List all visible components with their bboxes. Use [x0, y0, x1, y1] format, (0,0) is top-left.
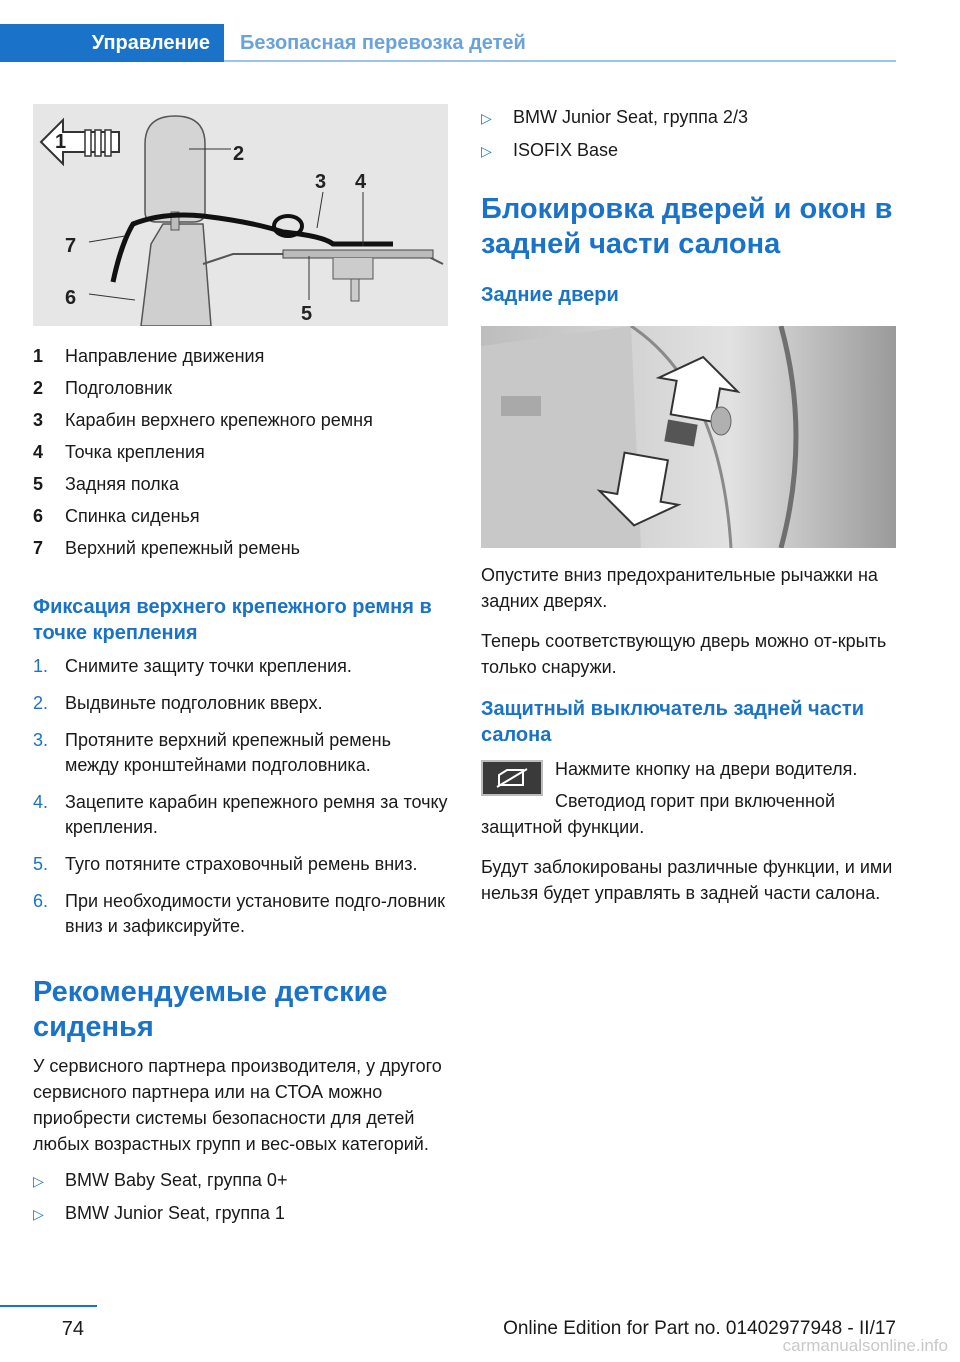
figure-legend [33, 340, 448, 564]
locks-heading: Блокировка дверей и окон в задней части салона [481, 193, 893, 260]
rear-doors-text-2: Теперь соответствующую дверь можно от-крыть только снаружи. [481, 631, 887, 677]
step-item: 4. Зацепите карабин крепежного ремня за точку крепления. [33, 792, 448, 837]
subsection-tab: Безопасная перевозка детей [240, 31, 526, 54]
rear-doors-heading: Задние двери [481, 284, 619, 306]
callout-7: 7 [65, 235, 77, 257]
legend-item: 5 Задняя полка [33, 474, 179, 494]
list-item: ▷ ISOFIX Base [481, 140, 619, 160]
callout-4: 4 [355, 171, 367, 193]
watermark: carmanualsonline.info [782, 1336, 948, 1355]
callout-2: 2 [233, 143, 245, 165]
header-rule [224, 60, 896, 62]
safety-switch-heading: Защитный выключатель задней части салона [481, 698, 864, 746]
legend-item: 3 Карабин верхнего крепежного ремня [33, 410, 373, 430]
step-item: 2. Выдвиньте подголовник вверх. [33, 693, 323, 713]
legend-item: 4 Точка крепления [33, 442, 205, 462]
fix-strap-heading: Фиксация верхнего крепежного ремня в точке крепления [33, 596, 432, 644]
legend-item: 1 Направление движения [33, 346, 265, 366]
step-item: 5. Туго потяните страховочный ремень вниз. [33, 854, 418, 874]
seat-list-left [33, 1167, 448, 1227]
step-item: 6. При необходимости установите подго-ловник вниз и зафиксируйте. [33, 891, 445, 936]
safety-switch-text-3: Будут заблокированы различные функции, и ими нельзя будет управлять в задней части салона. [481, 857, 893, 903]
rear-door-lock-photo [481, 326, 896, 548]
safety-switch-block [481, 756, 896, 840]
recommended-seats-heading: Рекомендуемые детские сиденья [33, 976, 388, 1043]
rear-doors-text-1: Опустите вниз предохранительные рычажки на задних дверях. [481, 565, 878, 611]
list-item: ▷ BMW Baby Seat, группа 0+ [33, 1170, 288, 1190]
page-number: 74 [61, 1318, 84, 1340]
headrest-tether-illustration [33, 104, 448, 326]
callout-6: 6 [65, 287, 77, 309]
legend-item: 2 Подголовник [33, 378, 172, 398]
edition-note: Online Edition for Part no. 01402977948 - II/17 [503, 1318, 896, 1339]
section-tab: Управление [0, 24, 224, 62]
callout-5: 5 [301, 303, 313, 325]
list-item: ▷ BMW Junior Seat, группа 1 [33, 1203, 285, 1223]
safety-switch-text-2: Светодиод горит при включенной защитной функции. [481, 791, 835, 837]
callout-1: 1 [55, 131, 67, 153]
callout-3: 3 [315, 171, 327, 193]
seat-list-right [481, 104, 896, 164]
legend-item: 6 Спинка сиденья [33, 506, 200, 526]
fix-strap-steps [33, 654, 448, 939]
left-column [33, 104, 448, 1227]
legend-item: 7 Верхний крепежный ремень [33, 538, 301, 558]
step-item: 3. Протяните верхний крепежный ремень между кронштейнами подголовника. [33, 730, 391, 775]
step-item: 1. Снимите защиту точки крепления. [33, 656, 352, 676]
list-item: ▷ BMW Junior Seat, группа 2/3 [481, 107, 748, 127]
safety-switch-text-1: Нажмите кнопку на двери водителя. [555, 759, 858, 779]
page-header [0, 0, 960, 62]
right-column [481, 104, 896, 906]
page-number-rule [0, 1305, 97, 1307]
recommended-intro: У сервисного партнера производителя, у другого сервисного партнера или на СТОА можно приобрести системы безопасности для детей любых возрастных групп и вес-овых категорий. [33, 1056, 442, 1154]
window-lock-button-icon [481, 760, 543, 796]
